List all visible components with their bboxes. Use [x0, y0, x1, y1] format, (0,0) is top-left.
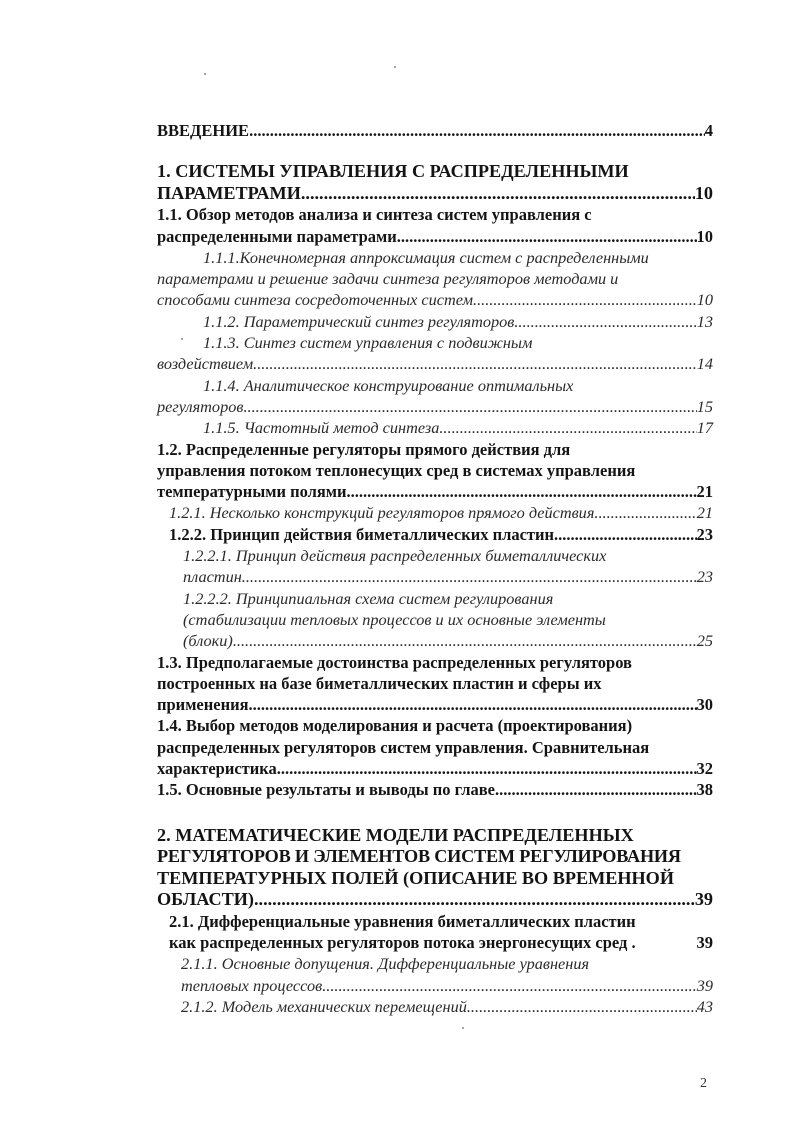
- toc-entry-1-2-2: [157, 524, 713, 545]
- toc-page: 21: [696, 503, 713, 523]
- toc-line: 1.4. Выбор методов моделирования и расчета (проектирования): [157, 716, 633, 736]
- toc-entry-1-2: [157, 439, 713, 503]
- toc-line: ОБЛАСТИ): [157, 889, 254, 910]
- toc-page: 39: [694, 889, 713, 910]
- dot-leader: [254, 889, 695, 911]
- dot-leader: [347, 481, 697, 502]
- toc-line: 2.1. Дифференциальные уравнения биметаллических пластин: [169, 911, 636, 931]
- toc-page: 39: [696, 932, 713, 952]
- toc-line: 1.5. Основные результаты и выводы по главе: [157, 780, 495, 800]
- dot-leader: [249, 694, 697, 715]
- toc-page: 43: [696, 996, 713, 1016]
- toc-line: 1.1.4. Аналитическое конструирование оптимальных: [203, 375, 574, 395]
- scan-speck: [462, 1027, 464, 1029]
- dot-leader: [249, 120, 705, 141]
- toc-line: управления потоком теплонесущих сред в системах управления: [157, 460, 636, 480]
- toc-page: 10: [694, 182, 713, 203]
- toc-entry-intro: [157, 120, 713, 141]
- dot-leader: [277, 758, 697, 779]
- toc-line: 1.2. Распределенные регуляторы прямого действия для: [157, 439, 571, 459]
- toc-line: 1.1.2. Параметрический синтез регуляторов: [203, 311, 515, 331]
- toc-line: воздействием: [157, 354, 254, 374]
- toc-entry-1-1-1: [157, 247, 713, 311]
- toc-entry-chapter-1: [157, 161, 713, 204]
- toc-entry-1-1-2: [157, 311, 713, 332]
- toc-line: (стабилизации тепловых процессов и их основные элементы: [183, 609, 606, 629]
- dot-leader: [397, 226, 697, 247]
- toc-entry-2-1-1: [157, 953, 713, 996]
- toc-page: 13: [696, 311, 713, 331]
- toc-page: 23: [696, 567, 713, 587]
- toc-entry-chapter-2: [157, 825, 713, 911]
- toc-line: 1.3. Предполагаемые достоинства распределенных регуляторов: [157, 652, 632, 672]
- toc-line: 1.1.3. Синтез систем управления с подвижным: [203, 333, 533, 353]
- toc-page: 10: [696, 290, 713, 310]
- toc-line: 1. СИСТЕМЫ УПРАВЛЕНИЯ С РАСПРЕДЕЛЕННЫМИ: [157, 161, 629, 182]
- toc-line: 1.2.2.2. Принципиальная схема систем регулирования: [183, 588, 554, 608]
- toc-entry-2-1-2: [157, 996, 713, 1017]
- toc-line: РЕГУЛЯТОРОВ И ЭЛЕМЕНТОВ СИСТЕМ РЕГУЛИРОВАНИЯ: [157, 846, 681, 867]
- toc-page: 17: [696, 418, 713, 438]
- toc-line: ТЕМПЕРАТУРНЫХ ПОЛЕЙ (ОПИСАНИЕ ВО ВРЕМЕННОЙ: [157, 867, 674, 888]
- toc-page: 32: [696, 759, 713, 779]
- dot-leader: [242, 566, 697, 587]
- toc-line: 1.1.1.Конечномерная аппроксимация систем с распределенными: [203, 247, 649, 267]
- dot-leader: [594, 502, 696, 523]
- toc-page: 21: [696, 482, 713, 502]
- toc-entry-1-4: [157, 715, 713, 779]
- toc-line: распределенными параметрами: [157, 226, 397, 246]
- toc-line: 1.1. Обзор методов анализа и синтеза систем управления с: [157, 205, 592, 225]
- scan-speck: [204, 73, 206, 75]
- toc-entry-1-1-3: [157, 332, 713, 375]
- toc-entry-1-5: [157, 779, 713, 800]
- toc-line: 2.1.2. Модель механических перемещений: [181, 996, 467, 1016]
- page-number: 2: [700, 1076, 707, 1091]
- toc-entry-1-2-1: [157, 502, 713, 523]
- toc-page: 14: [696, 354, 713, 374]
- dot-leader: [439, 417, 696, 438]
- dot-leader: [233, 630, 697, 651]
- toc-page: 25: [696, 631, 713, 651]
- toc-page: 15: [696, 396, 713, 416]
- toc-line: распределенных регуляторов систем управления. Сравнительная: [157, 737, 650, 757]
- toc-line: ПАРАМЕТРАМИ: [157, 182, 301, 203]
- toc-line: характеристика: [157, 759, 277, 779]
- toc-entry-1-1-5: [157, 417, 713, 438]
- table-of-contents: [157, 120, 713, 1017]
- toc-line: способами синтеза сосредоточенных систем: [157, 290, 473, 310]
- dot-leader: [473, 289, 697, 310]
- toc-line: регуляторов: [157, 396, 244, 416]
- toc-page: 10: [696, 226, 713, 246]
- toc-page: 4: [704, 121, 713, 140]
- toc-entry-1-2-2-2: [157, 588, 713, 652]
- dot-leader: [554, 524, 696, 545]
- dot-leader: [301, 183, 695, 205]
- toc-line: 1.2.2.1. Принцип действия распределенных биметаллических: [183, 546, 607, 566]
- toc-entry-1-3: [157, 652, 713, 716]
- dot-leader: [467, 996, 697, 1017]
- toc-line: построенных на базе биметаллических пластин и сферы их: [157, 673, 602, 693]
- toc-page: 30: [696, 695, 713, 715]
- toc-line: 1.1.5. Частотный метод синтеза: [203, 418, 440, 438]
- scan-speck: [394, 66, 396, 68]
- dot-leader: [514, 311, 696, 332]
- toc-page: 38: [696, 780, 713, 800]
- toc-line: 1.2.2. Принцип действия биметаллических пластин: [169, 524, 555, 544]
- toc-entry-1-1-4: [157, 375, 713, 418]
- dot-leader: [495, 779, 697, 800]
- toc-line: применения: [157, 695, 249, 715]
- toc-title: ВВЕДЕНИЕ: [157, 121, 250, 140]
- dot-leader: [253, 353, 697, 374]
- toc-line: температурными полями: [157, 482, 347, 502]
- toc-line: параметрами и решение задачи синтеза регуляторов методами и: [157, 269, 619, 289]
- toc-line: (блоки): [183, 631, 233, 651]
- toc-line: 2. МАТЕМАТИЧЕСКИЕ МОДЕЛИ РАСПРЕДЕЛЕННЫХ: [157, 824, 634, 845]
- toc-line: тепловых процессов: [181, 975, 323, 995]
- dot-leader: [243, 396, 696, 417]
- toc-line: как распределенных регуляторов потока энергонесущих сред .: [169, 932, 636, 952]
- toc-entry-2-1: [157, 911, 713, 954]
- toc-page: 23: [696, 524, 713, 544]
- toc-page: 39: [696, 975, 713, 995]
- toc-line: 2.1.1. Основные допущения. Дифференциальные уравнения: [181, 954, 590, 974]
- toc-entry-1-1: [157, 204, 713, 247]
- toc-line: 1.2.1. Несколько конструкций регуляторов прямого действия: [169, 503, 595, 523]
- toc-line: пластин: [183, 567, 242, 587]
- dot-leader: [322, 975, 697, 996]
- toc-entry-1-2-2-1: [157, 545, 713, 588]
